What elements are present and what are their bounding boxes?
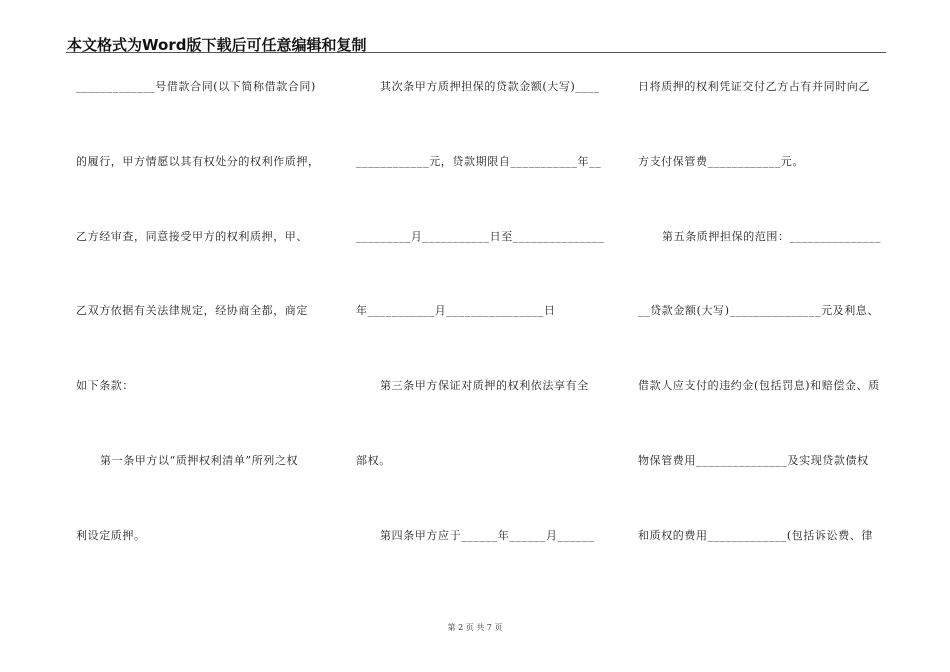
text-line: 借款人应支付的违约金(包括罚息)和赔偿金、质 <box>638 379 880 392</box>
text-line: 第四条甲方应于______年______月______ <box>380 529 595 542</box>
text-line: 第五条质押担保的范围：_______________ <box>662 230 882 243</box>
header-divider <box>66 52 886 53</box>
text-line: 第三条甲方保证对质押的权利依法享有全 <box>380 379 589 392</box>
text-line: 的履行，甲方情愿以其有权处分的权利作质押， <box>76 155 320 168</box>
text-line: 其次条甲方质押担保的贷款金额(大写)____ <box>380 80 600 93</box>
text-line: _____________号借款合同(以下简称借款合同) <box>76 80 316 93</box>
text-line: 乙双方依据有关法律规定，经协商全都，商定 <box>76 304 308 317</box>
page-number-footer: 第 2 页 共 7 页 <box>447 623 503 632</box>
text-line: 物保管费用_______________及实现贷款债权 <box>638 454 869 467</box>
document-header-title: 本文格式为Word版下载后可任意编辑和复制 <box>67 36 367 54</box>
text-line: ____________元，贷款期限自___________年__ <box>356 155 602 168</box>
text-line: __贷款金额(大写)_______________元及利息、 <box>638 304 880 317</box>
text-line: 和质权的费用_____________(包括诉讼费、律 <box>638 529 873 542</box>
text-line: 方支付保管费____________元。 <box>638 155 804 168</box>
text-line: 日将质押的权利凭证交付乙方占有并同时向乙 <box>638 80 870 93</box>
text-line: 第一条甲方以“质押权利清单”所列之权 <box>100 454 299 467</box>
text-line: 年___________月________________日 <box>356 304 556 317</box>
text-line: _________月___________日至_______________ <box>356 230 605 243</box>
text-line: 部权。 <box>356 454 391 467</box>
text-line: 利设定质押。 <box>76 529 146 542</box>
text-line: 如下条款： <box>76 379 134 392</box>
text-line: 乙方经审查，同意接受甲方的权利质押，甲、 <box>76 230 308 243</box>
